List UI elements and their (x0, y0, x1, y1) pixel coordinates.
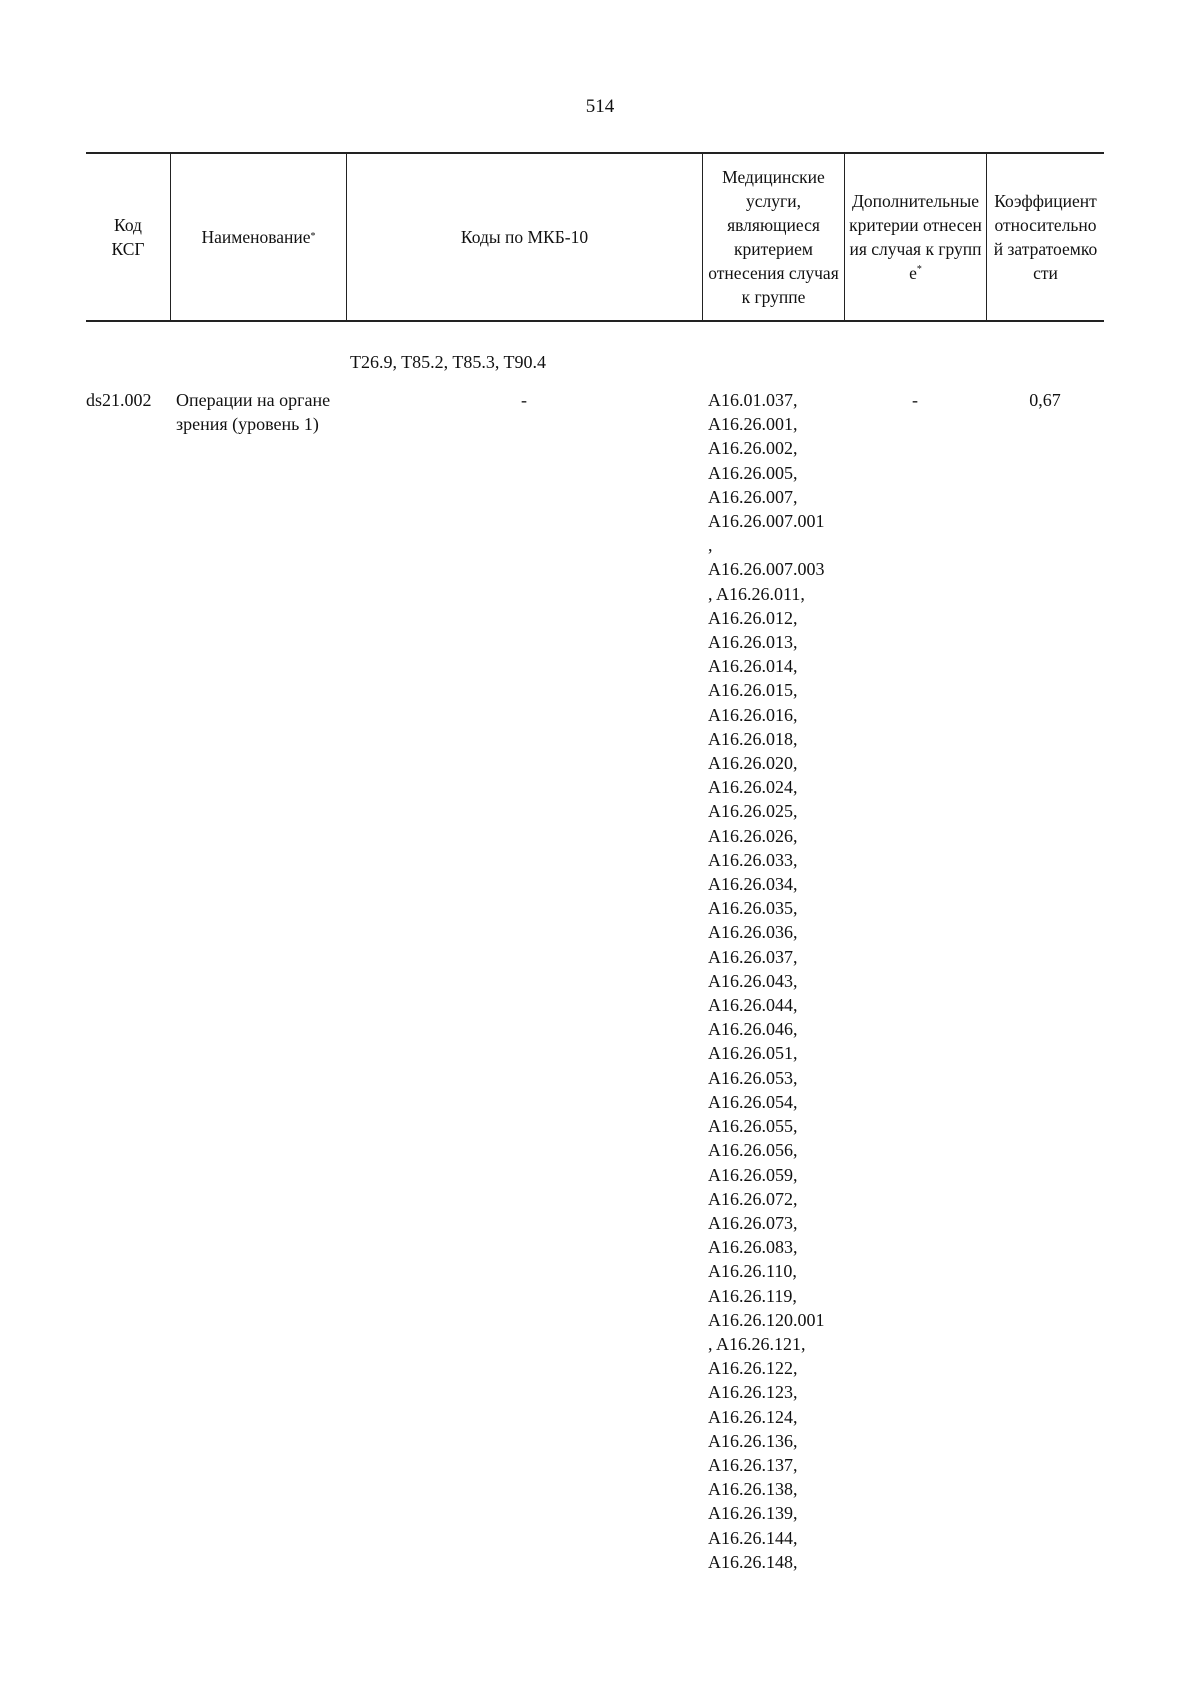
service-code: A16.26.013, (708, 632, 798, 653)
service-code: A16.26.037, (708, 946, 798, 967)
table-row (86, 388, 1104, 1574)
service-code: A16.26.051, (708, 1043, 798, 1064)
ksg-table (86, 152, 1104, 322)
row-name: Операции на органе зрения (уровень 1) (176, 390, 331, 435)
header-name: Наименование * (170, 154, 346, 320)
service-code: A16.26.139, (708, 1503, 798, 1524)
service-code: A16.26.002, (708, 438, 798, 459)
service-code: A16.26.072, (708, 1188, 798, 1209)
row-coef: 0,67 (1029, 390, 1061, 410)
header-code-label: Код КСГ (111, 215, 145, 259)
header-extra-label: Дополнительные критерии отнесения случая к группе (849, 191, 982, 283)
service-code: A16.26.073, (708, 1212, 798, 1233)
service-code: A16.26.033, (708, 849, 798, 870)
service-code: A16.26.148, (708, 1551, 798, 1572)
table-header (86, 152, 1104, 322)
service-code: A16.01.037, (708, 390, 798, 410)
row-icd: - (521, 390, 527, 410)
page-number: 514 (585, 96, 615, 117)
service-code: A16.26.020, (708, 753, 798, 774)
header-coef-label: Коэффициент относительной затратоемкости (993, 191, 1098, 283)
service-code: A16.26.136, (708, 1430, 798, 1451)
service-code: A16.26.034, (708, 874, 798, 895)
header-icd (346, 154, 702, 320)
service-code: A16.26.026, (708, 825, 798, 846)
continued-icd-codes: T26.9, T85.2, T85.3, T90.4 (350, 352, 547, 372)
service-code: , (708, 535, 713, 556)
row-services (702, 388, 844, 1574)
service-code: A16.26.119, (708, 1285, 797, 1306)
service-code: A16.26.055, (708, 1116, 798, 1137)
service-code: A16.26.007.003 (708, 559, 825, 580)
service-code: A16.26.005, (708, 462, 798, 483)
service-code: A16.26.122, (708, 1358, 798, 1379)
service-code: A16.26.144, (708, 1527, 798, 1548)
service-code: A16.26.016, (708, 704, 798, 725)
row-extra: - (912, 390, 918, 410)
service-code: A16.26.124, (708, 1406, 798, 1427)
row-code: ds21.002 (86, 390, 152, 410)
service-code: A16.26.036, (708, 922, 798, 943)
header-name-label: Наименование (201, 227, 311, 247)
service-code: A16.26.043, (708, 970, 798, 991)
service-code: A16.26.138, (708, 1479, 798, 1500)
header-code (86, 154, 170, 320)
header-icd-label: Коды по МКБ-10 (460, 227, 589, 247)
service-code: A16.26.059, (708, 1164, 798, 1185)
service-code: A16.26.014, (708, 656, 798, 677)
service-code: A16.26.025, (708, 801, 798, 822)
service-code: A16.26.015, (708, 680, 798, 701)
service-code: A16.26.044, (708, 995, 798, 1016)
service-code: A16.26.007.001 (708, 511, 825, 532)
header-services (702, 154, 844, 320)
header-services-label: Медицинские услуги, являющиеся критерием отнесения случая к группе (708, 167, 839, 307)
service-code: A16.26.053, (708, 1067, 798, 1088)
service-code: A16.26.110, (708, 1261, 797, 1282)
service-code: , A16.26.011, (708, 583, 805, 604)
service-code: A16.26.056, (708, 1140, 798, 1161)
service-code: A16.26.001, (708, 414, 798, 435)
service-code: A16.26.007, (708, 486, 798, 507)
service-code: A16.26.120.001 (708, 1309, 825, 1330)
service-code: A16.26.054, (708, 1091, 798, 1112)
service-code: A16.26.137, (708, 1454, 798, 1475)
service-code: A16.26.123, (708, 1382, 798, 1403)
service-code: A16.26.012, (708, 607, 798, 628)
header-coef (986, 154, 1104, 320)
header-extra-mark: * (916, 264, 922, 276)
header-extra (844, 154, 986, 320)
service-code: A16.26.018, (708, 728, 798, 749)
service-code: A16.26.024, (708, 777, 798, 798)
service-code: A16.26.046, (708, 1019, 798, 1040)
services-list (708, 388, 844, 1574)
service-code: , A16.26.121, (708, 1333, 806, 1354)
service-code: A16.26.035, (708, 898, 798, 919)
service-code: A16.26.083, (708, 1237, 798, 1258)
